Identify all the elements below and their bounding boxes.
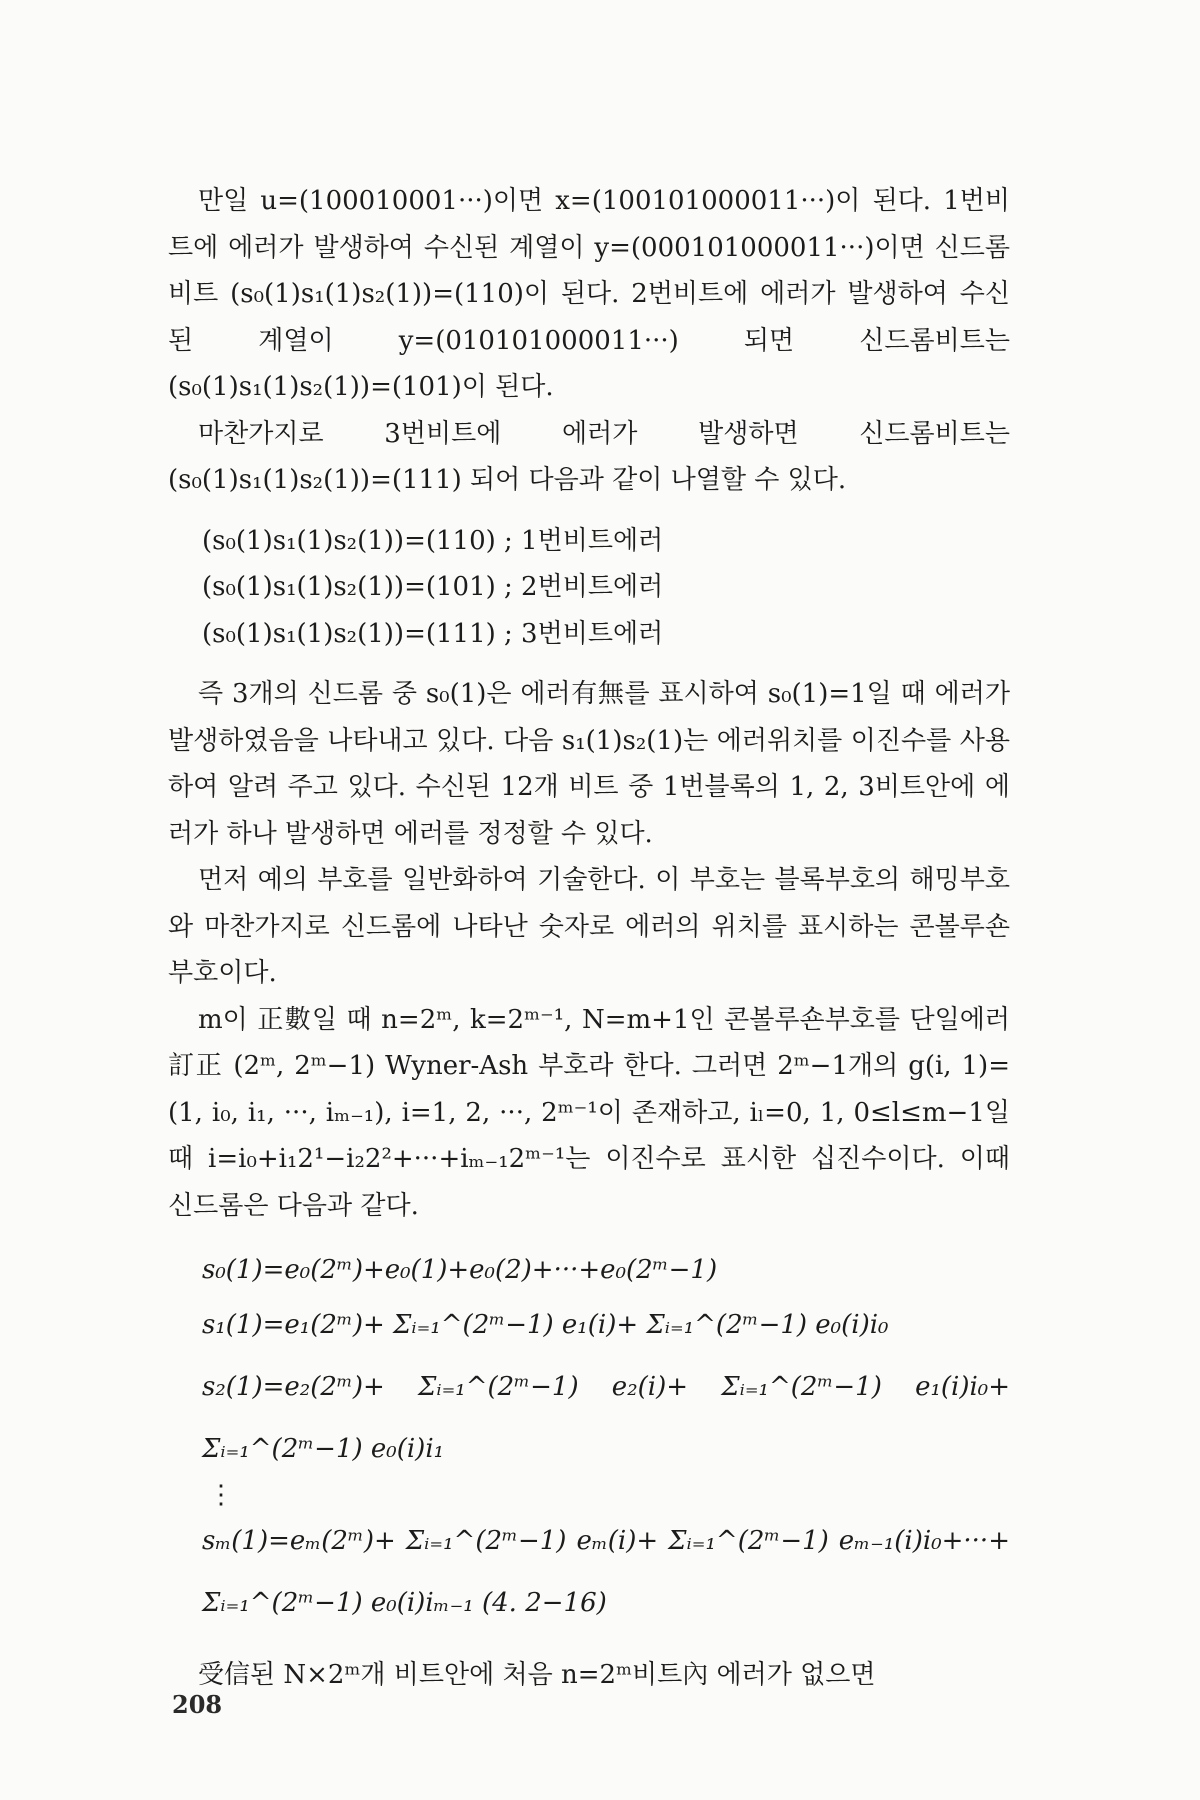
paragraph: 먼저 예의 부호를 일반화하여 기술한다. 이 부호는 블록부호의 해밍부호와 마찬가지로 신드롬에 나타난 숫자로 에러의 위치를 표시하는 콘볼루숀부호이다. xyxy=(168,865,1010,988)
equation: sₘ(1)=eₘ(2ᵐ)+ Σᵢ₌₁^(2ᵐ−1) eₘ(i)+ Σᵢ₌₁^(2ᵐ−1) eₘ₋₁(i)i₀+···+ Σᵢ₌₁^(2ᵐ−1) e₀(i)iₘ₋₁ (4. 2−16) xyxy=(202,1525,1010,1618)
paragraph: m이 正數일 때 n=2ᵐ, k=2ᵐ⁻¹, N=m+1인 콘볼루숀부호를 단일에러訂正 (2ᵐ, 2ᵐ−1) Wyner-Ash 부호라 한다. 그러면 2ᵐ−1개의 g(i, 1)=(1, i₀, i₁, ···, iₘ₋₁), i=1, 2, ···, 2ᵐ⁻¹이 존재하고, iₗ=0, 1, 0≤l≤m−1일 때 i=i₀+i₁2¹−i₂2²+···+iₘ₋₁2ᵐ⁻¹는 이진수로 표시한 십진수이다. 이때 신드롬은 다음과 같다. xyxy=(168,1004,1010,1221)
syndrome-list-item: (s₀(1)s₁(1)s₂(1))=(111) ; 3번비트에러 xyxy=(202,618,664,649)
page-number: 208 xyxy=(172,1690,223,1719)
vertical-ellipsis: ⋮ xyxy=(208,1479,234,1510)
paragraph: 만일 u=(100010001···)이면 x=(100101000011···)이 된다. 1번비트에 에러가 발생하여 수신된 계열이 y=(000101000011···)이면 신드롬비트 (s₀(1)s₁(1)s₂(1))=(110)이 된다. 2번비트에 에러가 발생하여 수신된 계열이 y=(010101000011···) 되면 신드롬비트는 (s₀(1)s₁(1)s₂(1))=(101)이 된다. xyxy=(168,186,1010,402)
equation: s₀(1)=e₀(2ᵐ)+e₀(1)+e₀(2)+···+e₀(2ᵐ−1) xyxy=(202,1255,718,1285)
syndrome-list-item: (s₀(1)s₁(1)s₂(1))=(110) ; 1번비트에러 xyxy=(202,525,664,556)
paragraph: 즉 3개의 신드롬 중 s₀(1)은 에러有無를 표시하여 s₀(1)=1일 때 에러가 발생하였음을 나타내고 있다. 다음 s₁(1)s₂(1)는 에러위치를 이진수를 사용하여 알려 주고 있다. 수신된 12개 비트 중 1번블록의 1, 2, 3비트안에 에러가 하나 발생하면 에러를 정정할 수 있다. xyxy=(168,679,1010,849)
syndrome-list-item: (s₀(1)s₁(1)s₂(1))=(101) ; 2번비트에러 xyxy=(202,572,664,602)
paragraph: 마찬가지로 3번비트에 에러가 발생하면 신드롬비트는 (s₀(1)s₁(1)s₂(1))=(111) 되어 다음과 같이 나열할 수 있다. xyxy=(168,418,1010,495)
equation: s₁(1)=e₁(2ᵐ)+ Σᵢ₌₁^(2ᵐ−1) e₁(i)+ Σᵢ₌₁^(2ᵐ−1) e₀(i)i₀ xyxy=(202,1309,889,1340)
equation: s₂(1)=e₂(2ᵐ)+ Σᵢ₌₁^(2ᵐ−1) e₂(i)+ Σᵢ₌₁^(2ᵐ−1) e₁(i)i₀+ Σᵢ₌₁^(2ᵐ−1) e₀(i)i₁ xyxy=(202,1371,1010,1464)
body-text xyxy=(168,178,1010,1698)
paragraph: 受信된 N×2ᵐ개 비트안에 처음 n=2ᵐ비트內 에러가 없으면 xyxy=(198,1659,876,1690)
